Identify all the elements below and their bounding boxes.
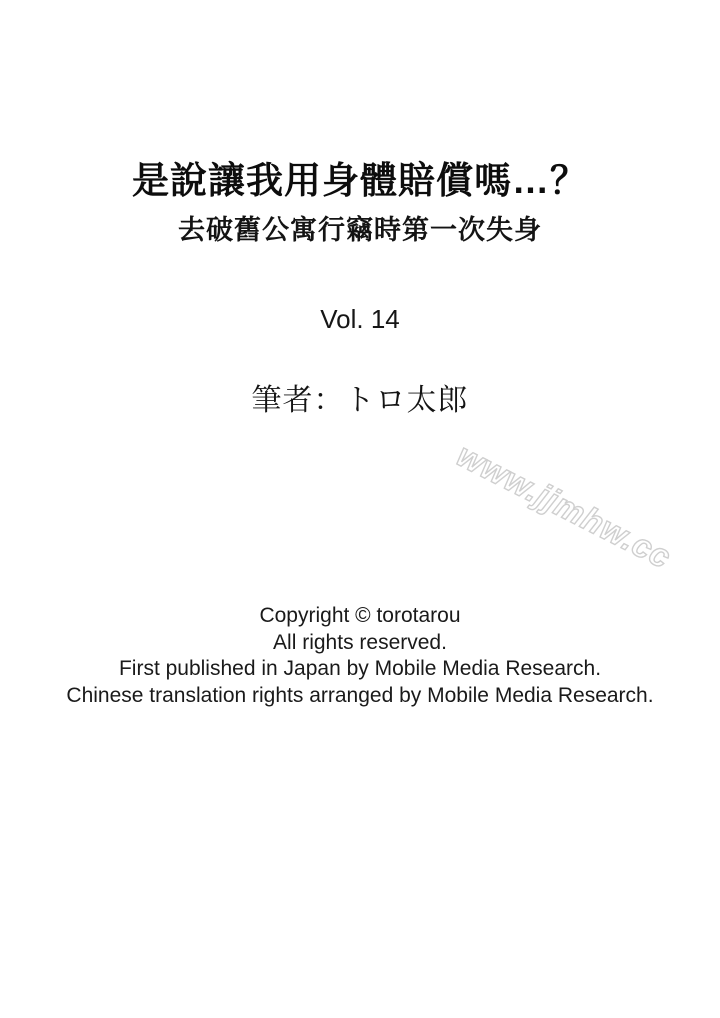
copyright-line-1: Copyright © torotarou <box>259 604 461 627</box>
copyright-line-3: First published in Japan by Mobile Media Research. <box>118 657 602 680</box>
series-title: 是說讓我用身體賠償嗎…？ <box>132 160 588 201</box>
copyright-line-4: Chinese translation rights arranged by Mobile Media Research. <box>66 683 654 707</box>
site-watermark: www.jjmhw.cc <box>451 436 678 576</box>
copyright-line-2: All rights reserved. <box>273 630 447 654</box>
author-line: 筆者：トロ太郎 <box>251 384 469 417</box>
volume-number: Vol. 14 <box>320 304 400 334</box>
copyright-block <box>0 603 720 709</box>
series-subtitle: 去破舊公寓行竊時第一次失身 <box>178 215 542 245</box>
